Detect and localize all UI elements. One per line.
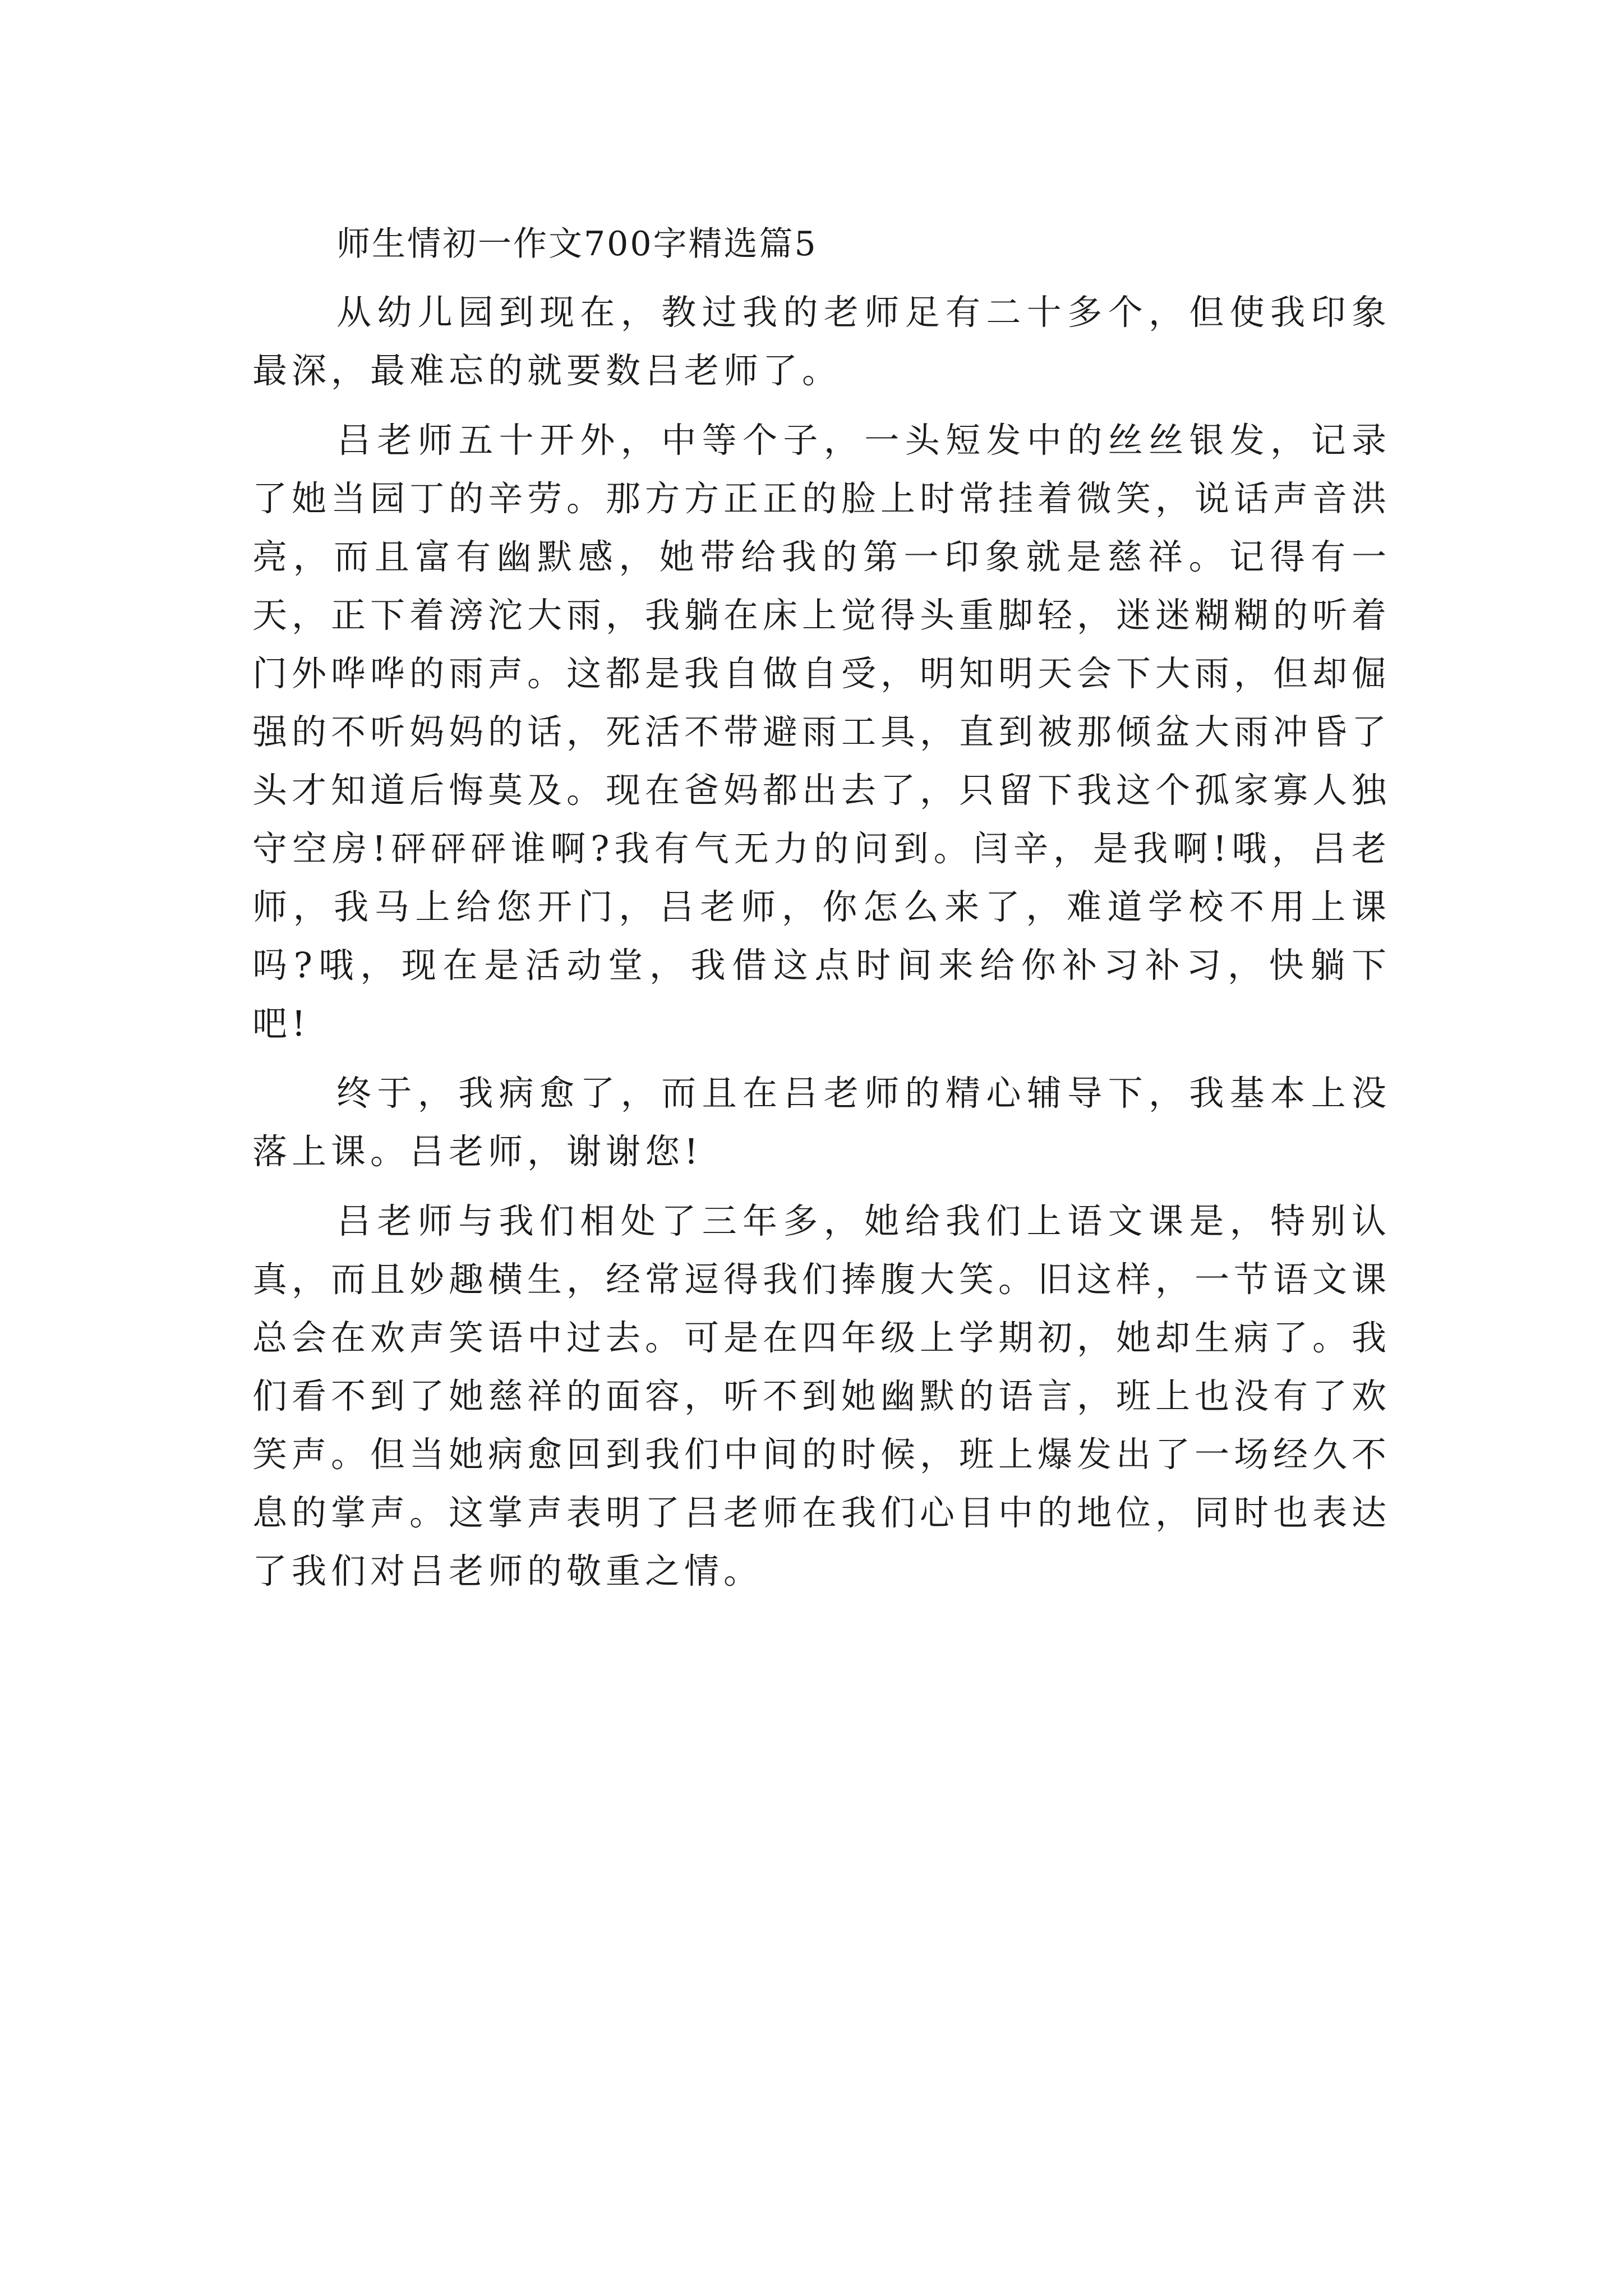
paragraph-3: 终于，我病愈了，而且在吕老师的精心辅导下，我基本上没落上课。吕老师，谢谢您! <box>252 1073 1391 1172</box>
paragraph-1: 从幼儿园到现在，教过我的老师足有二十多个，但使我印象最深，最难忘的就要数吕老师了。 <box>252 292 1391 391</box>
document-body <box>252 216 1391 1600</box>
document-title: 师生情初一作文700字精选篇5 <box>336 224 818 264</box>
paragraph-4: 吕老师与我们相处了三年多，她给我们上语文课是，特别认真，而且妙趣横生，经常逗得我们捧腹大笑。旧这样，一节语文课总会在欢声笑语中过去。可是在四年级上学期初，她却生病了。我们看不到了她慈祥的面容，听不到她幽默的语言，班上也没有了欢笑声。但当她病愈回到我们中间的时候，班上爆发出了一场经久不息的掌声。这掌声表明了吕老师在我们心目中的地位，同时也表达了我们对吕老师的敬重之情。 <box>252 1200 1391 1591</box>
paragraph-2: 吕老师五十开外，中等个子，一头短发中的丝丝银发，记录了她当园丁的辛劳。那方方正正的脸上时常挂着微笑，说话声音洪亮，而且富有幽默感，她带给我的第一印象就是慈祥。记得有一天，正下着滂沱大雨，我躺在床上觉得头重脚轻，迷迷糊糊的听着门外哗哗的雨声。这都是我自做自受，明知明天会下大雨，但却倔强的不听妈妈的话，死活不带避雨工具，直到被那倾盆大雨冲昏了头才知道后悔莫及。现在爸妈都出去了，只留下我这个孤家寡人独守空房!砰砰砰谁啊?我有气无力的问到。闫辛，是我啊!哦，吕老师，我马上给您开门，吕老师，你怎么来了，难道学校不用上课吗?哦，现在是活动堂，我借这点时间来给你补习补习，快躺下吧! <box>252 420 1391 1044</box>
